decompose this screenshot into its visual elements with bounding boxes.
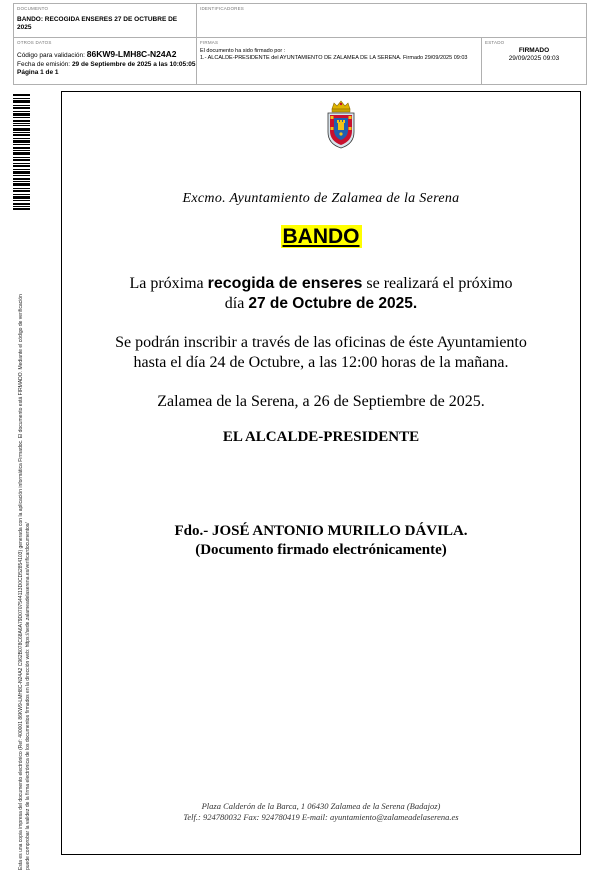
paragraph-2-line2: hasta el día 24 de Octubre, a las 12:00 horas de la mañana. <box>133 354 509 371</box>
paragraph-1-line2 <box>62 295 580 313</box>
fecha-value: 29 de Septiembre de 2025 a las 10:05:05 <box>71 61 196 68</box>
footer-address: Plaza Calderón de la Barca, 1 06430 Zalamea de la Serena (Badajoz) <box>201 801 441 811</box>
p1-pre: La próxima <box>129 275 208 292</box>
barcode-image <box>13 94 30 210</box>
side-text-line1: Esta es una copia impresa del documento electrónico (Ref: 400001 86KW9-LMH8C-N24A2 C962B078C68A6A79D0707544113D0CD52854103) generada con la aplicación informática Firmadoc. El documento está FIRMADO. Mediante el código de verificación <box>18 294 24 870</box>
p1-post: se realizará el próximo <box>362 275 513 292</box>
verification-side-text <box>18 220 32 870</box>
header-documento-box <box>13 3 197 38</box>
signed-note: (Documento firmado electrónicamente) <box>195 542 447 558</box>
p1-line2-bold: 27 de Octubre de 2025. <box>248 295 418 312</box>
codigo-label: Código para validación: <box>17 52 85 59</box>
estado-value: FIRMADO <box>518 47 550 54</box>
side-text-line2: puede comprobar la validez de la firma electrónica de los documentos firmados en la dirección web: https://sede.zalameadelaserena.es/verificardocumentos/ <box>25 522 31 870</box>
paragraph-2-line1: Se podrán inscribir a través de las oficinas de éste Ayuntamiento <box>115 334 527 351</box>
paragraph-1-line1 <box>62 275 580 293</box>
codigo-line <box>17 50 177 60</box>
estado-date: 29/09/2025 09:03 <box>508 55 560 62</box>
codigo-value: 86KW9-LMH8C-N24A2 <box>86 49 177 59</box>
pagina: Página 1 de 1 <box>17 69 59 76</box>
header-otros-box <box>13 37 197 85</box>
header-firmas-box <box>196 37 482 85</box>
firmas-line1: El documento ha sido firmado por : <box>200 48 286 54</box>
estado-label: ESTADO <box>485 40 505 45</box>
identificadores-label: IDENTIFICADORES <box>200 6 245 11</box>
signed-by: Fdo.- JOSÉ ANTONIO MURILLO DÁVILA. <box>174 523 468 539</box>
documento-value: BANDO: RECOGIDA ENSERES 27 DE OCTUBRE DE 2025 <box>17 16 178 31</box>
p1-bold: recogida de enseres <box>207 275 363 292</box>
firmas-label: FIRMAS <box>200 40 219 45</box>
fecha-line <box>17 61 196 69</box>
fecha-label: Fecha de emisión: <box>17 61 71 68</box>
documento-label: DOCUMENTO <box>17 6 49 11</box>
title-wrap <box>62 225 580 249</box>
signer-title: EL ALCALDE-PRESIDENTE <box>222 429 420 445</box>
otros-label: OTROS DATOS <box>17 40 52 45</box>
header-estado-box <box>481 37 587 85</box>
institution-name: Excmo. Ayuntamiento de Zalamea de la Serena <box>182 191 460 206</box>
document-page <box>61 91 581 855</box>
coat-of-arms-icon <box>324 100 358 150</box>
document-title: BANDO <box>282 225 360 248</box>
p1-line2-pre: día <box>224 295 249 312</box>
firmas-line2: 1.- ALCALDE-PRESIDENTE del AYUNTAMIENTO DE ZALAMEA DE LA SERENA. Firmado 29/09/2025 09:03 <box>200 55 468 61</box>
footer-contact: Telf.: 924780032 Fax: 924780419 E-mail: ayuntamiento@zalameadelaserena.es <box>183 812 459 822</box>
place-date: Zalamea de la Serena, a 26 de Septiembre de 2025. <box>157 393 485 410</box>
header-identificadores-box <box>196 3 587 38</box>
